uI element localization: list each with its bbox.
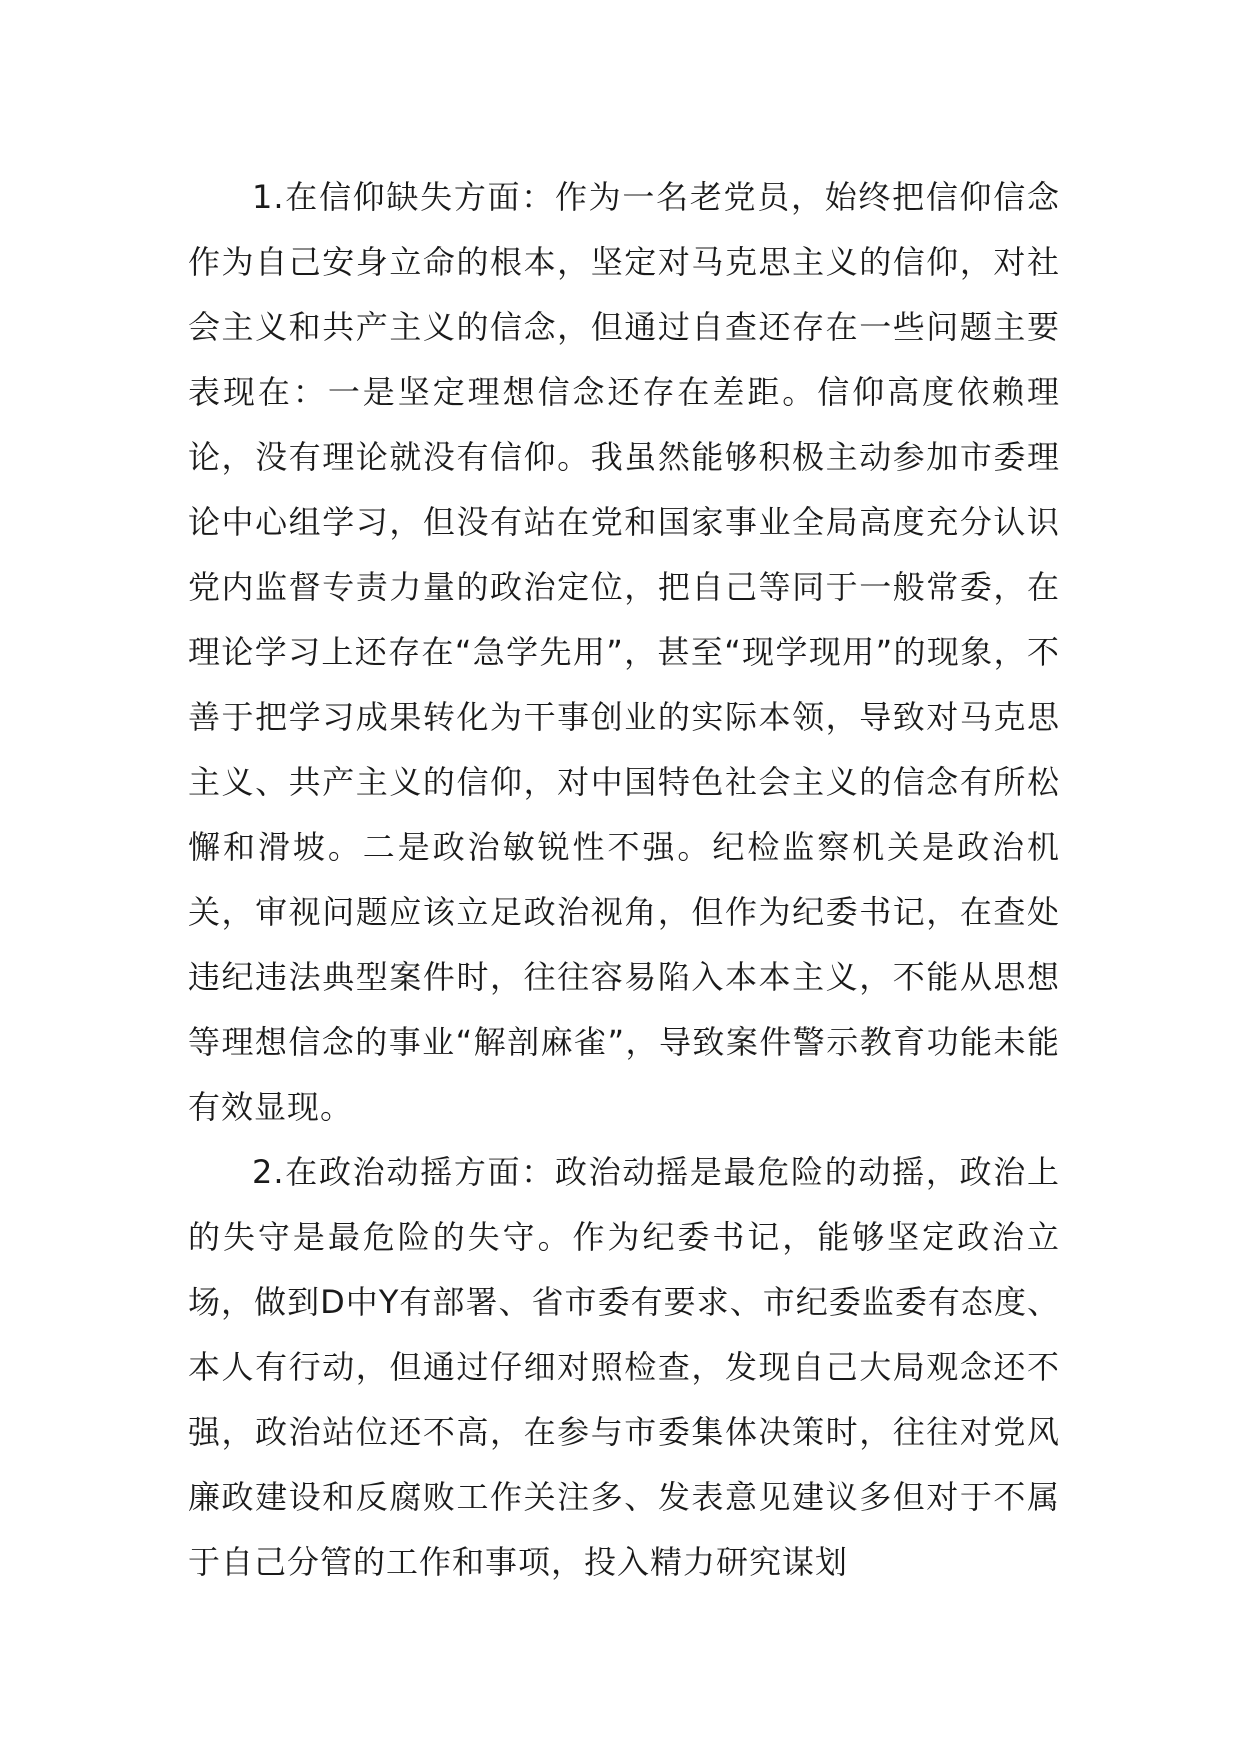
document-body — [188, 165, 1060, 1595]
paragraph-politics: 2.在政治动摇方面：政治动摇是最危险的动摇，政治上的失守是最危险的失守。作为纪委书记，能够坚定政治立场，做到D中Y有部署、省市委有要求、市纪委监委有态度、本人有行动，但通过仔细对照检查，发现自己大局观念还不强，政治站位还不高，在参与市委集体决策时，往往对党风廉政建设和反腐败工作关注多、发表意见建议多但对于不属于自己分管的工作和事项，投入精力研究谋划 — [188, 1153, 1060, 1581]
paragraph-faith: 1.在信仰缺失方面：作为一名老党员，始终把信仰信念作为自己安身立命的根本，坚定对马克思主义的信仰，对社会主义和共产主义的信念，但通过自查还存在一些问题主要表现在：一是坚定理想信念还存在差距。信仰高度依赖理论，没有理论就没有信仰。我虽然能够积极主动参加市委理论中心组学习，但没有站在党和国家事业全局高度充分认识党内监督专责力量的政治定位，把自己等同于一般常委，在理论学习上还存在“急学先用”，甚至“现学现用”的现象，不善于把学习成果转化为干事创业的实际本领，导致对马克思主义、共产主义的信仰，对中国特色社会主义的信念有所松懈和滑坡。二是政治敏锐性不强。纪检监察机关是政治机关，审视问题应该立足政治视角，但作为纪委书记，在查处违纪违法典型案件时，往往容易陷入本本主义，不能从思想等理想信念的事业“解剖麻雀”，导致案件警示教育功能未能有效显现。 — [188, 178, 1060, 1126]
